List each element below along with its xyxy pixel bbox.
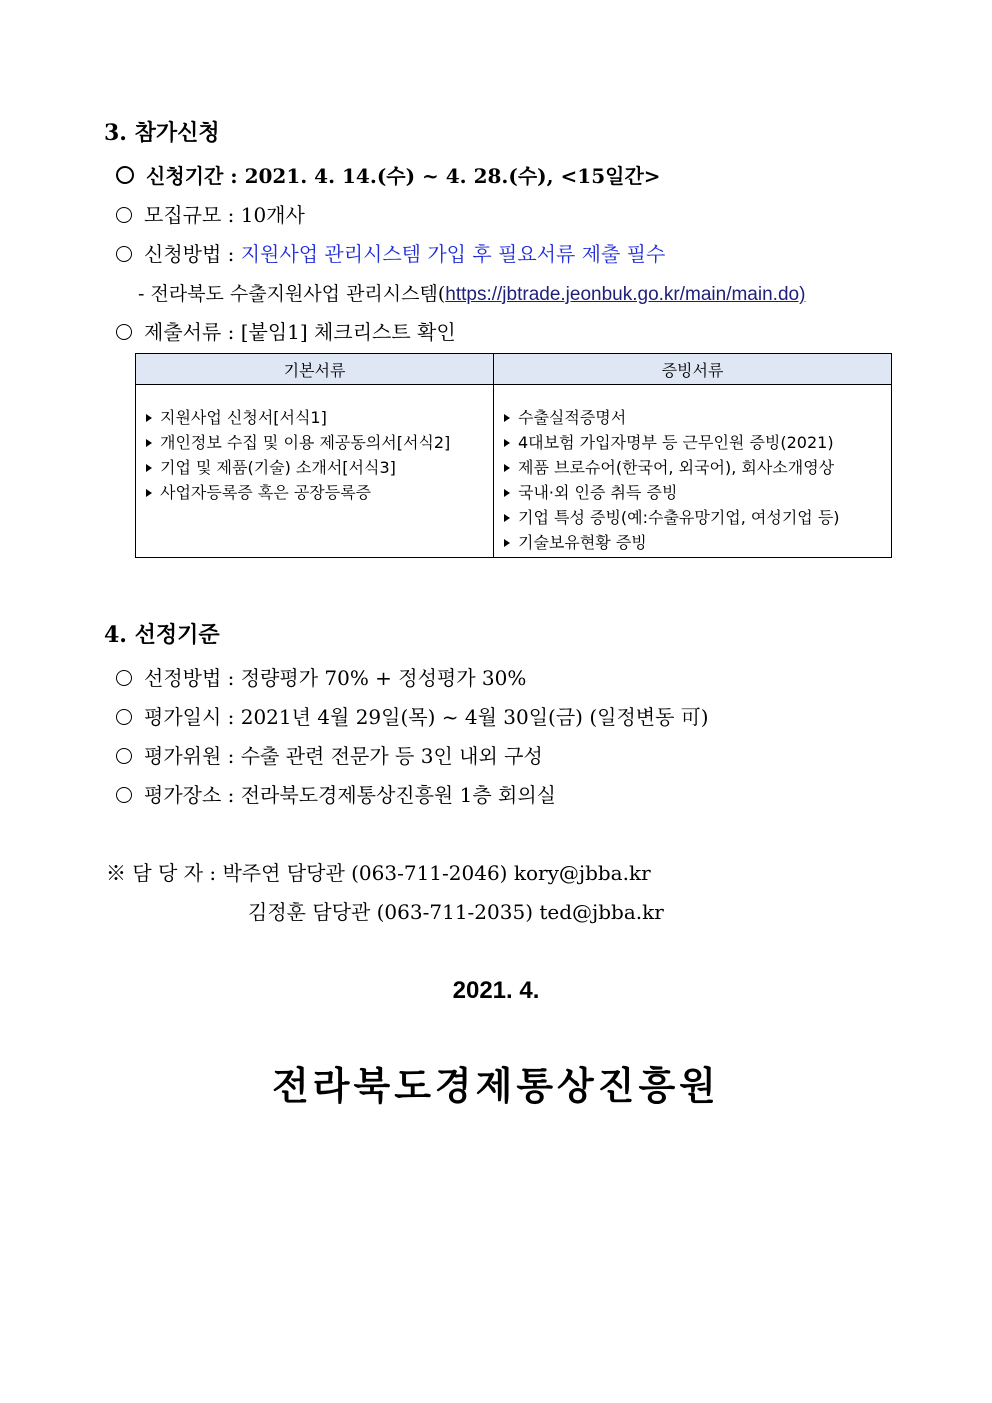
triangle-bullet-icon <box>504 489 510 497</box>
circle-bullet-icon <box>116 748 132 764</box>
system-line <box>138 279 805 306</box>
evidence-docs-header: 증빙서류 <box>494 354 892 385</box>
submission-documents-text: 제출서류 : [붙임1] 체크리스트 확인 <box>144 320 456 344</box>
selection-method-text: 선정방법 : 정량평가 70% + 정성평가 30% <box>144 666 527 690</box>
evaluation-venue <box>116 779 556 808</box>
application-method-label: 신청방법 : <box>144 242 241 266</box>
section3-heading: 3. 참가신청 <box>104 120 220 146</box>
basic-doc-item: 사업자등록증 혹은 공장등록증 <box>146 480 493 505</box>
circle-bullet-icon <box>116 709 132 725</box>
document-date: 2021. 4. <box>452 977 540 1004</box>
evaluation-date <box>116 701 709 730</box>
recruit-scale-text: 모집규모 : 10개사 <box>144 203 305 227</box>
basic-doc-item: 기업 및 제품(기술) 소개서[서식3] <box>146 455 493 480</box>
evaluation-committee-text: 평가위원 : 수출 관련 전문가 등 3인 내외 구성 <box>144 744 543 768</box>
triangle-bullet-icon <box>146 414 152 422</box>
basic-doc-item: 지원사업 신청서[서식1] <box>146 405 493 430</box>
triangle-bullet-icon <box>504 464 510 472</box>
circle-bullet-icon <box>116 787 132 803</box>
section4-heading: 4. 선정기준 <box>104 622 220 648</box>
evidence-doc-item: 제품 브로슈어(한국어, 외국어), 회사소개영상 <box>504 455 891 480</box>
triangle-bullet-icon <box>504 539 510 547</box>
contact-line-2: 김정훈 담당관 (063-711-2035) ted@jbba.kr <box>248 900 664 924</box>
application-method-highlight: 지원사업 관리시스템 가입 후 필요서류 제출 필수 <box>240 242 666 266</box>
triangle-bullet-icon <box>146 464 152 472</box>
application-period <box>116 160 661 189</box>
circle-bullet-icon <box>116 207 132 223</box>
evaluation-venue-text: 평가장소 : 전라북도경제통상진흥원 1층 회의실 <box>144 783 556 807</box>
evidence-docs-cell <box>494 385 892 558</box>
basic-docs-header: 기본서류 <box>136 354 494 385</box>
evidence-doc-item: 기술보유현황 증빙 <box>504 530 891 555</box>
documents-table <box>135 353 892 558</box>
circle-bullet-icon <box>116 324 132 340</box>
basic-docs-cell <box>136 385 494 558</box>
triangle-bullet-icon <box>146 439 152 447</box>
basic-doc-item: 개인정보 수집 및 이용 제공동의서[서식2] <box>146 430 493 455</box>
system-line-prefix: - 전라북도 수출지원사업 관리시스템( <box>138 283 446 305</box>
triangle-bullet-icon <box>504 414 510 422</box>
application-period-text: 신청기간 : 2021. 4. 14.(수) ~ 4. 28.(수), <15일간> <box>146 164 661 188</box>
evaluation-date-text: 평가일시 : 2021년 4월 29일(목) ~ 4월 30일(금) (일정변동 可) <box>144 705 709 729</box>
circle-bullet-icon <box>116 166 134 184</box>
evidence-doc-item: 국내·외 인증 취득 증빙 <box>504 480 891 505</box>
circle-bullet-icon <box>116 246 132 262</box>
evaluation-committee <box>116 740 543 769</box>
submission-documents <box>116 316 456 345</box>
contact-line-1: ※ 담 당 자 : 박주연 담당관 (063-711-2046) kory@jbba.kr <box>106 861 651 885</box>
evidence-doc-item: 기업 특성 증빙(예:수출유망기업, 여성기업 등) <box>504 505 891 530</box>
organization-name: 전라북도경제통상진흥원 <box>272 1063 720 1108</box>
triangle-bullet-icon <box>504 439 510 447</box>
evidence-doc-item: 수출실적증명서 <box>504 405 891 430</box>
recruit-scale <box>116 199 305 228</box>
triangle-bullet-icon <box>504 514 510 522</box>
triangle-bullet-icon <box>146 489 152 497</box>
evidence-doc-item: 4대보험 가입자명부 등 근무인원 증빙(2021) <box>504 430 891 455</box>
application-method <box>116 238 665 267</box>
system-url-link[interactable]: https://jbtrade.jeonbuk.go.kr/main/main.do) <box>445 284 806 305</box>
selection-method <box>116 662 526 691</box>
circle-bullet-icon <box>116 670 132 686</box>
